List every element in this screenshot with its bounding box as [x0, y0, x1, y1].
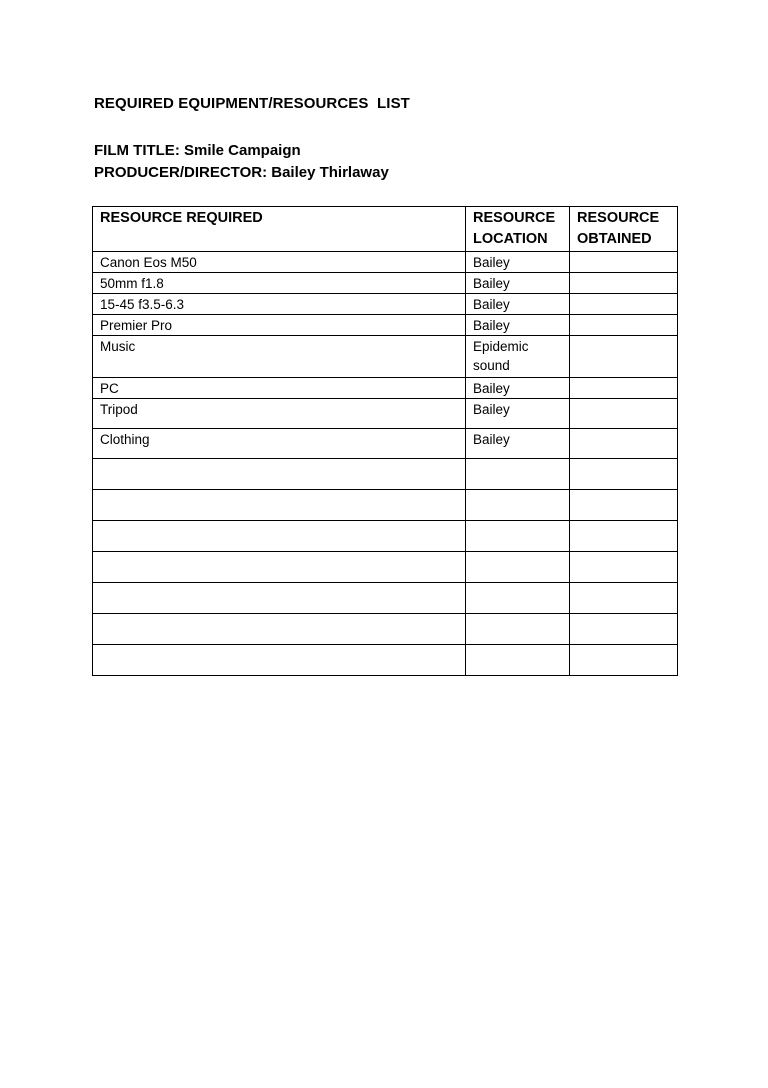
header-resource-obtained: RESOURCE OBTAINED	[570, 207, 678, 252]
table-row	[93, 645, 678, 676]
cell-resource: PC	[93, 378, 466, 399]
resources-table	[92, 206, 678, 676]
cell-obtained	[570, 583, 678, 614]
table-row	[93, 552, 678, 583]
header-resource-required: RESOURCE REQUIRED	[93, 207, 466, 252]
table-row	[93, 378, 678, 399]
table-row	[93, 315, 678, 336]
cell-location	[466, 552, 570, 583]
cell-resource: 50mm f1.8	[93, 273, 466, 294]
table-row	[93, 252, 678, 273]
cell-obtained	[570, 521, 678, 552]
cell-resource	[93, 521, 466, 552]
table-row	[93, 614, 678, 645]
table-row	[93, 521, 678, 552]
film-title: FILM TITLE: Smile Campaign	[94, 142, 301, 159]
cell-obtained	[570, 315, 678, 336]
cell-location	[466, 583, 570, 614]
cell-resource	[93, 490, 466, 521]
cell-location: Epidemic sound	[466, 336, 570, 378]
cell-resource: Tripod	[93, 399, 466, 429]
cell-location: Bailey	[466, 252, 570, 273]
cell-location: Bailey	[466, 399, 570, 429]
cell-resource: Clothing	[93, 429, 466, 459]
cell-resource: Canon Eos M50	[93, 252, 466, 273]
table-header-row	[93, 207, 678, 252]
table-row	[93, 336, 678, 378]
cell-location: Bailey	[466, 273, 570, 294]
cell-location: Bailey	[466, 294, 570, 315]
table-row	[93, 583, 678, 614]
table-row	[93, 429, 678, 459]
cell-obtained	[570, 429, 678, 459]
cell-obtained	[570, 645, 678, 676]
header-resource-location: RESOURCE LOCATION	[466, 207, 570, 252]
table-row	[93, 490, 678, 521]
cell-obtained	[570, 459, 678, 490]
cell-resource	[93, 459, 466, 490]
cell-resource	[93, 645, 466, 676]
cell-obtained	[570, 252, 678, 273]
cell-location: Bailey	[466, 429, 570, 459]
cell-location: Bailey	[466, 378, 570, 399]
cell-resource	[93, 552, 466, 583]
cell-obtained	[570, 490, 678, 521]
cell-location	[466, 459, 570, 490]
cell-resource: 15-45 f3.5-6.3	[93, 294, 466, 315]
table-row	[93, 459, 678, 490]
cell-resource	[93, 614, 466, 645]
cell-location: Bailey	[466, 315, 570, 336]
cell-location	[466, 645, 570, 676]
cell-obtained	[570, 614, 678, 645]
cell-obtained	[570, 336, 678, 378]
cell-location	[466, 614, 570, 645]
cell-resource: Music	[93, 336, 466, 378]
cell-resource: Premier Pro	[93, 315, 466, 336]
cell-obtained	[570, 294, 678, 315]
table-row	[93, 294, 678, 315]
cell-obtained	[570, 273, 678, 294]
document-title: REQUIRED EQUIPMENT/RESOURCES LIST	[94, 95, 410, 112]
table-row	[93, 273, 678, 294]
cell-resource	[93, 583, 466, 614]
table-row	[93, 399, 678, 429]
cell-obtained	[570, 399, 678, 429]
cell-location	[466, 521, 570, 552]
cell-obtained	[570, 378, 678, 399]
cell-obtained	[570, 552, 678, 583]
cell-location	[466, 490, 570, 521]
producer-director: PRODUCER/DIRECTOR: Bailey Thirlaway	[94, 164, 389, 181]
